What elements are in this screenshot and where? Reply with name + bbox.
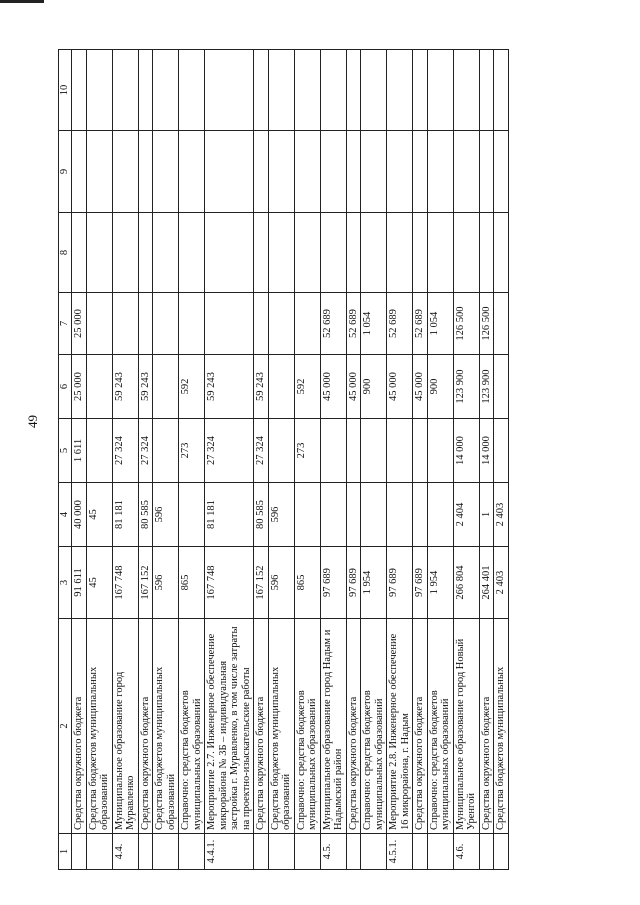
value-cell <box>361 213 387 293</box>
value-cell: 40 000 <box>72 483 87 547</box>
value-cell <box>86 131 112 213</box>
row-label-cell: Муниципальное образование город Надым и Надымский район <box>320 619 346 834</box>
value-cell: 59 243 <box>254 355 269 419</box>
value-cell <box>179 50 205 131</box>
value-cell <box>427 483 453 547</box>
value-cell <box>453 213 479 293</box>
value-cell <box>361 483 387 547</box>
value-cell <box>320 419 346 483</box>
value-cell: 1 954 <box>427 547 453 619</box>
value-cell: 97 689 <box>320 547 346 619</box>
value-cell <box>153 50 179 131</box>
value-cell <box>294 50 320 131</box>
value-cell: 59 243 <box>205 355 254 419</box>
value-cell <box>387 131 413 213</box>
value-cell <box>494 131 509 213</box>
value-cell: 80 585 <box>138 483 153 547</box>
value-cell: 52 689 <box>320 293 346 355</box>
row-number-cell <box>138 834 153 870</box>
value-cell: 27 324 <box>254 419 269 483</box>
value-cell <box>112 293 138 355</box>
value-cell <box>179 483 205 547</box>
value-cell: 27 324 <box>112 419 138 483</box>
value-cell: 273 <box>294 419 320 483</box>
row-number-cell <box>427 834 453 870</box>
value-cell: 264 401 <box>479 547 494 619</box>
value-cell: 45 <box>86 547 112 619</box>
value-cell <box>153 131 179 213</box>
value-cell: 167 748 <box>112 547 138 619</box>
value-cell <box>427 213 453 293</box>
row-label-cell: Средства окружного бюджета <box>254 619 269 834</box>
table-row <box>205 50 254 870</box>
row-label-cell: Средства окружного бюджета <box>138 619 153 834</box>
row-label-cell: Средства бюджетов муниципальных <box>494 619 509 834</box>
column-header-2: 2 <box>59 619 72 834</box>
row-label-cell: Средства окружного бюджета <box>346 619 361 834</box>
table-row <box>494 50 509 870</box>
value-cell <box>254 293 269 355</box>
value-cell <box>453 50 479 131</box>
value-cell <box>427 419 453 483</box>
value-cell <box>494 293 509 355</box>
value-cell <box>346 50 361 131</box>
table-row <box>453 50 479 870</box>
value-cell <box>320 213 346 293</box>
value-cell <box>153 419 179 483</box>
row-label-cell: Средства окружного бюджета <box>413 619 428 834</box>
table-row <box>387 50 413 870</box>
value-cell: 25 000 <box>72 293 87 355</box>
column-header-3: 3 <box>59 547 72 619</box>
rotated-table-wrapper <box>58 50 640 870</box>
value-cell <box>179 131 205 213</box>
row-label-cell: Справочно: средства бюджетов муниципальных образований <box>361 619 387 834</box>
value-cell <box>153 213 179 293</box>
value-cell: 45 000 <box>346 355 361 419</box>
value-cell: 45 000 <box>320 355 346 419</box>
column-header-5: 5 <box>59 419 72 483</box>
value-cell <box>138 50 153 131</box>
row-number-cell <box>494 834 509 870</box>
value-cell: 97 689 <box>346 547 361 619</box>
row-label-cell: Средства окружного бюджета <box>479 619 494 834</box>
value-cell <box>72 131 87 213</box>
budget-table <box>58 49 509 870</box>
value-cell: 592 <box>179 355 205 419</box>
header-row <box>59 50 72 870</box>
page-number: 49 <box>25 415 40 428</box>
value-cell <box>268 419 294 483</box>
value-cell <box>138 213 153 293</box>
value-cell <box>294 483 320 547</box>
value-cell: 167 152 <box>254 547 269 619</box>
value-cell <box>361 50 387 131</box>
value-cell: 596 <box>153 483 179 547</box>
row-label-cell: Средства окружного бюджета <box>72 619 87 834</box>
value-cell <box>346 213 361 293</box>
column-header-1: 1 <box>59 834 72 870</box>
value-cell <box>413 50 428 131</box>
value-cell: 126 500 <box>453 293 479 355</box>
value-cell <box>387 50 413 131</box>
value-cell: 123 900 <box>453 355 479 419</box>
value-cell: 1 611 <box>72 419 87 483</box>
value-cell <box>479 50 494 131</box>
table-row <box>361 50 387 870</box>
value-cell <box>387 213 413 293</box>
value-cell <box>254 50 269 131</box>
value-cell <box>413 483 428 547</box>
value-cell: 2 404 <box>453 483 479 547</box>
value-cell <box>112 131 138 213</box>
value-cell <box>413 419 428 483</box>
value-cell <box>268 355 294 419</box>
value-cell <box>294 293 320 355</box>
value-cell <box>179 293 205 355</box>
column-header-4: 4 <box>59 483 72 547</box>
value-cell: 59 243 <box>112 355 138 419</box>
value-cell: 865 <box>179 547 205 619</box>
value-cell: 1 <box>479 483 494 547</box>
value-cell: 97 689 <box>387 547 413 619</box>
table-body <box>72 50 509 870</box>
column-header-7: 7 <box>59 293 72 355</box>
value-cell <box>138 131 153 213</box>
value-cell: 45 <box>86 483 112 547</box>
value-cell <box>361 131 387 213</box>
value-cell <box>320 483 346 547</box>
table-row <box>86 50 112 870</box>
row-number-cell: 4.4. <box>112 834 138 870</box>
value-cell: 596 <box>268 483 294 547</box>
table-row <box>320 50 346 870</box>
value-cell: 14 000 <box>479 419 494 483</box>
row-label-cell: Справочно: средства бюджетов муниципальных образований <box>294 619 320 834</box>
value-cell: 91 611 <box>72 547 87 619</box>
value-cell: 167 748 <box>205 547 254 619</box>
row-number-cell <box>346 834 361 870</box>
table-row <box>413 50 428 870</box>
value-cell <box>294 213 320 293</box>
value-cell <box>254 213 269 293</box>
value-cell <box>72 50 87 131</box>
value-cell: 52 689 <box>346 293 361 355</box>
value-cell <box>112 213 138 293</box>
row-number-cell <box>86 834 112 870</box>
value-cell: 25 000 <box>72 355 87 419</box>
row-number-cell: 4.5.1. <box>387 834 413 870</box>
value-cell: 80 585 <box>254 483 269 547</box>
row-label-cell: Средства бюджетов муниципальных образований <box>268 619 294 834</box>
value-cell <box>72 213 87 293</box>
value-cell <box>205 293 254 355</box>
value-cell <box>361 419 387 483</box>
value-cell <box>138 293 153 355</box>
value-cell: 81 181 <box>205 483 254 547</box>
row-number-cell <box>179 834 205 870</box>
value-cell: 900 <box>361 355 387 419</box>
value-cell <box>494 419 509 483</box>
value-cell: 865 <box>294 547 320 619</box>
value-cell <box>112 50 138 131</box>
value-cell: 266 804 <box>453 547 479 619</box>
value-cell <box>453 131 479 213</box>
value-cell <box>387 419 413 483</box>
value-cell <box>268 50 294 131</box>
column-header-8: 8 <box>59 213 72 293</box>
row-label-cell: Справочно: средства бюджетов муниципальных образований <box>427 619 453 834</box>
table-row <box>112 50 138 870</box>
value-cell <box>205 50 254 131</box>
value-cell <box>494 355 509 419</box>
value-cell <box>268 213 294 293</box>
value-cell: 1 954 <box>361 547 387 619</box>
value-cell <box>86 419 112 483</box>
table-row <box>268 50 294 870</box>
value-cell: 52 689 <box>413 293 428 355</box>
value-cell <box>346 131 361 213</box>
value-cell <box>179 213 205 293</box>
row-number-cell <box>268 834 294 870</box>
table-row <box>179 50 205 870</box>
value-cell: 14 000 <box>453 419 479 483</box>
value-cell <box>320 50 346 131</box>
value-cell <box>346 483 361 547</box>
row-label-cell: Муниципальное образование город Новый Уренгой <box>453 619 479 834</box>
row-number-cell <box>361 834 387 870</box>
value-cell: 1 054 <box>361 293 387 355</box>
row-number-cell <box>72 834 87 870</box>
value-cell: 126 500 <box>479 293 494 355</box>
value-cell: 45 000 <box>387 355 413 419</box>
value-cell <box>387 483 413 547</box>
row-number-cell: 4.6. <box>453 834 479 870</box>
value-cell: 167 152 <box>138 547 153 619</box>
value-cell: 2 403 <box>494 483 509 547</box>
value-cell: 2 403 <box>494 547 509 619</box>
value-cell: 27 324 <box>205 419 254 483</box>
value-cell <box>479 213 494 293</box>
value-cell <box>86 213 112 293</box>
column-header-6: 6 <box>59 355 72 419</box>
value-cell <box>153 293 179 355</box>
corner-rule <box>0 0 44 3</box>
table-row <box>427 50 453 870</box>
column-header-9: 9 <box>59 131 72 213</box>
table-row <box>479 50 494 870</box>
value-cell <box>205 213 254 293</box>
value-cell <box>86 50 112 131</box>
value-cell: 97 689 <box>413 547 428 619</box>
column-header-10: 10 <box>59 50 72 131</box>
value-cell <box>320 131 346 213</box>
value-cell <box>346 419 361 483</box>
value-cell: 596 <box>153 547 179 619</box>
value-cell <box>205 131 254 213</box>
row-label-cell: Мероприятие 2.8. Инженерное обеспечение 16 микрорайона, г. Надым <box>387 619 413 834</box>
value-cell: 81 181 <box>112 483 138 547</box>
value-cell <box>413 131 428 213</box>
row-label-cell: Справочно: средства бюджетов муниципальных образований <box>179 619 205 834</box>
value-cell: 123 900 <box>479 355 494 419</box>
value-cell: 1 054 <box>427 293 453 355</box>
value-cell <box>86 355 112 419</box>
value-cell: 273 <box>179 419 205 483</box>
value-cell <box>494 50 509 131</box>
value-cell <box>294 131 320 213</box>
row-number-cell <box>153 834 179 870</box>
value-cell <box>153 355 179 419</box>
value-cell <box>479 131 494 213</box>
value-cell <box>427 131 453 213</box>
value-cell <box>268 131 294 213</box>
value-cell <box>427 50 453 131</box>
value-cell <box>494 213 509 293</box>
table-header <box>59 50 72 870</box>
table-row <box>254 50 269 870</box>
table-row <box>153 50 179 870</box>
value-cell: 52 689 <box>387 293 413 355</box>
value-cell: 27 324 <box>138 419 153 483</box>
row-label-cell: Мероприятие 2.7. Инженерное обеспечение микрорайона № 3Б – индивидуальная застройка г. Муравленко, в том числе затраты на проектно-изыскательские работы <box>205 619 254 834</box>
value-cell: 45 000 <box>413 355 428 419</box>
value-cell: 592 <box>294 355 320 419</box>
value-cell: 596 <box>268 547 294 619</box>
row-number-cell <box>413 834 428 870</box>
value-cell: 59 243 <box>138 355 153 419</box>
row-number-cell: 4.4.1. <box>205 834 254 870</box>
value-cell <box>86 293 112 355</box>
row-label-cell: Средства бюджетов муниципальных образований <box>153 619 179 834</box>
row-number-cell <box>254 834 269 870</box>
table-row <box>138 50 153 870</box>
table-row <box>294 50 320 870</box>
value-cell <box>254 131 269 213</box>
value-cell: 900 <box>427 355 453 419</box>
row-number-cell <box>294 834 320 870</box>
row-label-cell: Муниципальное образование город Муравленко <box>112 619 138 834</box>
table-row <box>346 50 361 870</box>
row-label-cell: Средства бюджетов муниципальных образований <box>86 619 112 834</box>
row-number-cell: 4.5. <box>320 834 346 870</box>
row-number-cell <box>479 834 494 870</box>
table-row <box>72 50 87 870</box>
value-cell <box>268 293 294 355</box>
value-cell <box>413 213 428 293</box>
